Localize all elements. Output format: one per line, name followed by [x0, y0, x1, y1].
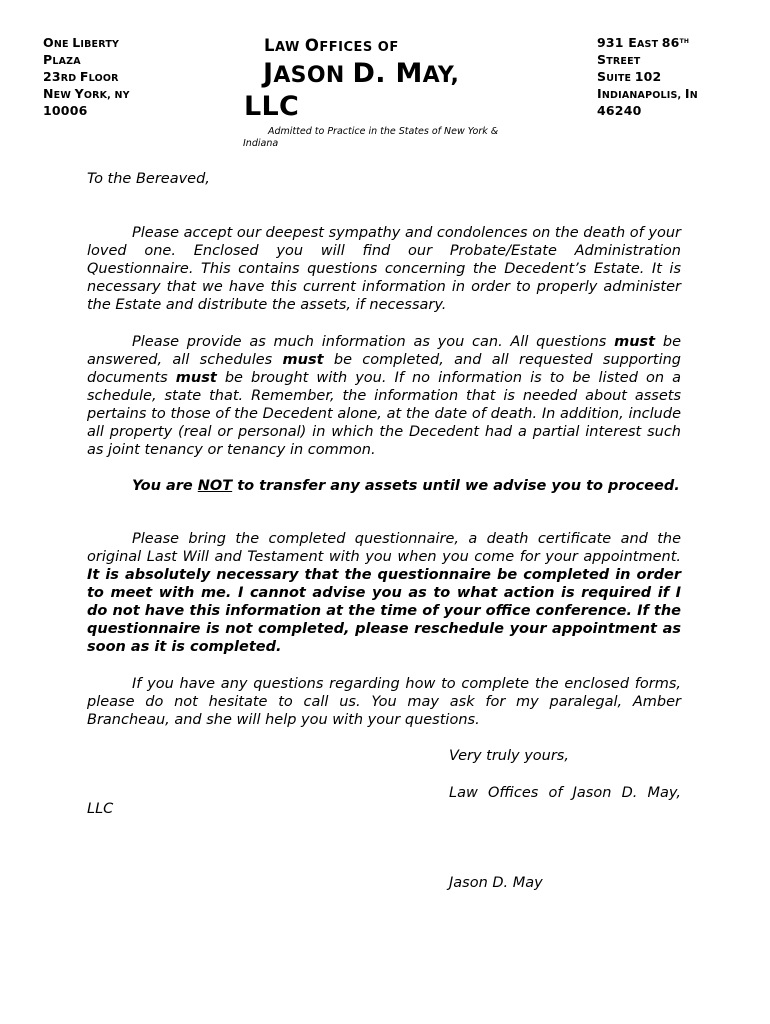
paragraph-questions: If you have any questions regarding how to complete the enclosed forms, please do not hesitate to call us. You may ask for my paralegal, Amber Brancheau, and she will help you with your questions. [87, 676, 681, 728]
address-line: 10006 [43, 103, 88, 118]
admission-note: Admitted to Practice in the States of New York & Indiana [243, 126, 499, 149]
address-line: INDIANAPOLIS, IN [597, 86, 698, 101]
closing-salutation: Very truly yours, [449, 748, 569, 764]
address-line: 931 EAST 86TH [597, 35, 690, 50]
address-line: SUITE 102 [597, 69, 662, 84]
address-line: PLAZA [43, 52, 81, 67]
firm-name: JASON D. MAY, LLC [244, 58, 460, 122]
address-line: NEW YORK, NY [43, 86, 130, 101]
paragraph-instructions: Please provide as much information as you can. All questions must be answered, all schedules must be completed, and all requested supporting documents must be brought with you. If no information is to be listed on a schedule, state that. Remember, the information that is needed about assets pertains to those of the Decedent alone, at the date of death. In addition, include all property (real or personal) in which the Decedent had a partial interest such as joint tenancy or tenancy in common. [87, 334, 682, 458]
paragraph-documents: Please bring the completed questionnaire, a death certificate and the original Last Will and Testament with you when you come for your appointment. It is absolutely necessary that the questionnaire be completed in order to meet with me. I cannot advise you as to what action is required if I do not have this information at the time of your office conference. If the questionnaire is not completed, please reschedule your appointment as soon as it is completed. [87, 531, 681, 655]
address-line: 46240 [597, 103, 642, 118]
closing-firm-name-continued: LLC [87, 801, 114, 817]
signature-name: Jason D. May [449, 875, 543, 891]
closing-firm-name: Law Offices of Jason D. May, [449, 785, 681, 801]
salutation: To the Bereaved, [87, 171, 210, 187]
right-office-address [597, 35, 737, 118]
address-line: STREET [597, 52, 641, 67]
firm-name-prefix: LAW OFFICES OF [264, 36, 399, 55]
paragraph-condolences: Please accept our deepest sympathy and condolences on the death of your loved one. Enclosed you will find our Probate/Estate Administration Questionnaire. This contains questions concerning the Decedent’s Estate. It is necessary that we have this current information in order to properly administer the Estate and distribute the assets, if necessary. [87, 225, 681, 313]
address-line: ONE LIBERTY [43, 35, 120, 50]
left-office-address [43, 35, 173, 118]
address-line: 23RD FLOOR [43, 69, 119, 84]
paragraph-warning: You are NOT to transfer any assets until we advise you to proceed. [132, 478, 680, 494]
